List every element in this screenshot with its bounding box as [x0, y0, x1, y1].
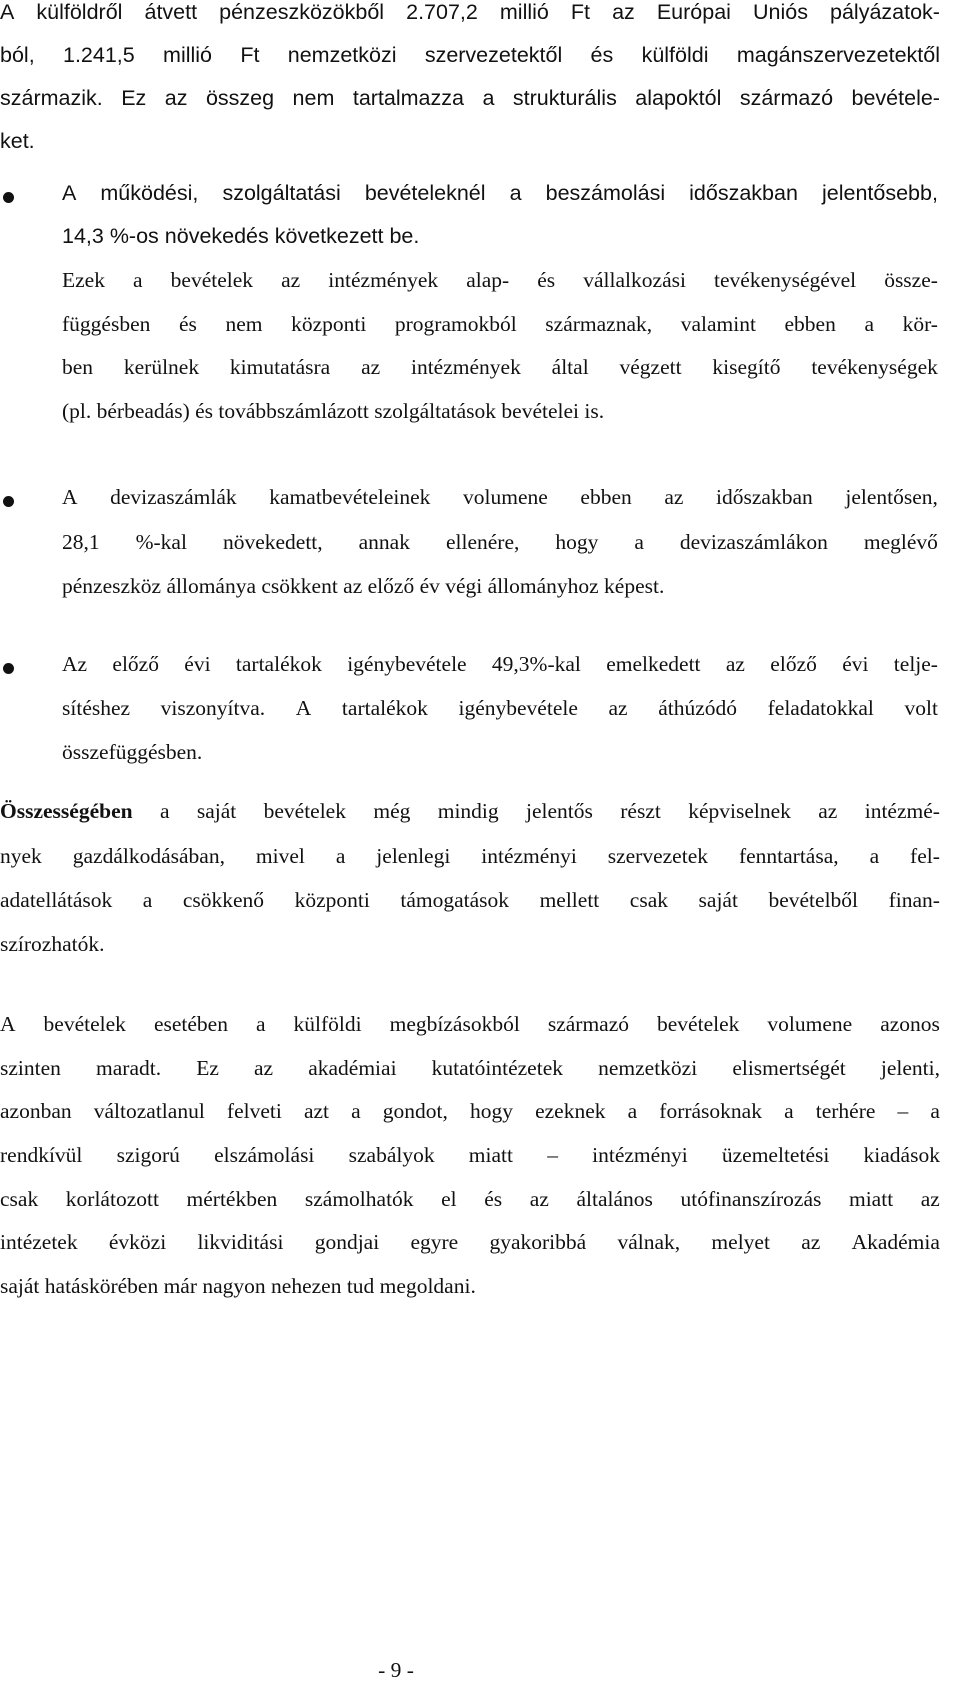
bullet-3-dot	[3, 663, 14, 674]
bullet-1-line: A működési, szolgáltatási bevételeknél a beszámolási időszakban jelentősebb,	[62, 181, 938, 205]
page-number: - 9 -	[378, 1658, 414, 1682]
summary-line: adatellátások a csökkenő központi támogatások mellett csak saját bevételből finan-	[0, 888, 940, 912]
bullet-1-dot	[3, 192, 14, 203]
bullet-2-line: A devizaszámlák kamatbevételeinek volumene ebben az időszakban jelentősen,	[62, 485, 938, 509]
closing-line: rendkívül szigorú elszámolási szabályok miatt – intézményi üzemeltetési kiadások	[0, 1143, 940, 1167]
bullet-3-line: összefüggésben.	[62, 740, 203, 764]
summary-line: szírozhatók.	[0, 932, 105, 956]
summary-line: nyek gazdálkodásában, mivel a jelenlegi intézményi szervezetek fenntartása, a fel-	[0, 844, 940, 868]
bullet-2-dot	[3, 496, 14, 507]
bullet-1-line: 14,3 %-os növekedés következett be.	[62, 224, 420, 248]
closing-line: intézetek évközi likviditási gondjai egyre gyakoribbá válnak, melyet az Akadémia	[0, 1230, 940, 1254]
bullet-3-line: Az előző évi tartalékok igénybevétele 49,3%-kal emelkedett az előző évi telje-	[62, 652, 938, 676]
closing-line: saját hatáskörében már nagyon nehezen tud megoldani.	[0, 1274, 476, 1298]
intro-line: származik. Ez az összeg nem tartalmazza a strukturális alapoktól származó bevétele-	[0, 86, 940, 110]
intro-line: ket.	[0, 129, 35, 153]
bullet-1-continuation-line: ben kerülnek kimutatásra az intézmények által végzett kisegítő tevékenységek	[62, 355, 938, 379]
bullet-1-continuation-line: Ezek a bevételek az intézmények alap- és vállalkozási tevékenységével össze-	[62, 268, 938, 292]
closing-line: A bevételek esetében a külföldi megbízásokból származó bevételek volumene azonos	[0, 1012, 940, 1036]
bullet-2-line: pénzeszköz állománya csökkent az előző év végi állományhoz képest.	[62, 574, 665, 598]
intro-line: ból, 1.241,5 millió Ft nemzetközi szervezetektől és külföldi magánszervezetektől	[0, 43, 940, 67]
bullet-1-continuation-line: függésben és nem központi programokból származnak, valamint ebben a kör-	[62, 312, 938, 336]
bullet-3-line: sítéshez viszonyítva. A tartalékok igénybevétele az áthúzódó feladatokkal volt	[62, 696, 938, 720]
closing-line: szinten maradt. Ez az akadémiai kutatóintézetek nemzetközi elismertségét jelenti,	[0, 1056, 940, 1080]
closing-line: csak korlátozott mértékben számolhatók el és az általános utófinanszírozás miatt az	[0, 1187, 940, 1211]
bullet-1-continuation-line: (pl. bérbeadás) és továbbszámlázott szolgáltatások bevételei is.	[62, 399, 605, 423]
closing-line: azonban változatlanul felveti azt a gondot, hogy ezeknek a forrásoknak a terhére – a	[0, 1099, 940, 1123]
intro-line: A külföldről átvett pénzeszközökből 2.707,2 millió Ft az Európai Uniós pályázatok-	[0, 0, 940, 24]
summary-bold-lead: Összességében	[0, 799, 133, 823]
summary-line: Összességében a saját bevételek még mindig jelentős részt képviselnek az intézmé-	[0, 799, 940, 823]
bullet-2-line: 28,1 %-kal növekedett, annak ellenére, hogy a devizaszámlákon meglévő	[62, 530, 938, 554]
